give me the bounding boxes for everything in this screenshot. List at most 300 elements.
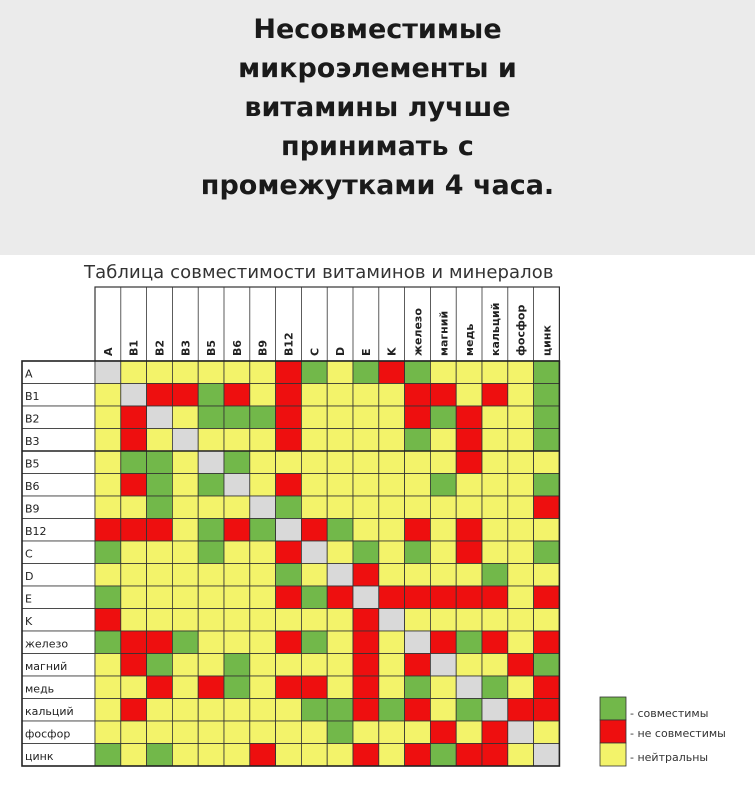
heatmap-cell [508,361,534,384]
heatmap-cell [534,519,560,542]
heatmap-cell [482,496,508,519]
heatmap-cell [147,496,173,519]
heatmap-cell [198,631,224,654]
heatmap-cell [250,654,276,677]
heatmap-cell [276,564,302,587]
heatmap-cell [353,699,379,722]
heatmap-cell [172,384,198,407]
heatmap-cell [95,541,121,564]
heatmap-cell [379,564,405,587]
heatmap-cell [456,451,482,474]
heatmap-cell [121,451,147,474]
heatmap-cell [224,744,250,767]
heatmap-cell [353,361,379,384]
heatmap-cell [121,496,147,519]
heatmap-cell [95,609,121,632]
heatmap-cell [224,541,250,564]
heatmap-cell [456,361,482,384]
heatmap-cell [121,519,147,542]
heatmap-cell [276,676,302,699]
heatmap-cell [508,384,534,407]
heatmap-cell [198,361,224,384]
row-label: фосфор [25,727,71,741]
column-label: B1 [127,339,141,356]
heatmap-cell [327,744,353,767]
heatmap-cell [121,631,147,654]
heatmap-cell [405,631,431,654]
column-label: цинк [540,325,554,356]
header-line-4: принимать с [281,131,474,162]
heatmap-cell [456,631,482,654]
row-label-cell [22,541,95,564]
row-label: железо [25,637,69,651]
heatmap-cell [405,451,431,474]
heatmap-cell [172,676,198,699]
heatmap-cell [534,496,560,519]
heatmap-cell [353,631,379,654]
column-label: железо [411,308,425,356]
heatmap-cell [456,609,482,632]
heatmap-cell [198,406,224,429]
heatmap-cell [379,609,405,632]
heatmap-cell [172,519,198,542]
heatmap-cell [430,744,456,767]
heatmap-cell [327,609,353,632]
heatmap-cell [250,451,276,474]
heatmap-cell [482,586,508,609]
heatmap-cell [534,609,560,632]
heatmap-cell [224,474,250,497]
heatmap-cell [353,384,379,407]
heatmap-cell [405,406,431,429]
heatmap-cell [198,654,224,677]
heatmap-cell [405,699,431,722]
heatmap-cell [301,361,327,384]
heatmap-cell [95,496,121,519]
heatmap-cell [301,744,327,767]
heatmap-cell [430,631,456,654]
heatmap-cell [147,429,173,452]
heatmap-cell [534,451,560,474]
heatmap-cell [147,609,173,632]
heatmap-cell [405,361,431,384]
heatmap-cell [327,541,353,564]
heatmap-cell [172,564,198,587]
heatmap-cell [430,474,456,497]
heatmap-cell [379,361,405,384]
heatmap-cell [534,541,560,564]
heatmap-cell [172,744,198,767]
heatmap-cell [405,519,431,542]
heatmap-cell [508,429,534,452]
heatmap-cell [534,406,560,429]
heatmap-cell [301,541,327,564]
heatmap-cell [327,406,353,429]
heatmap-cell [250,474,276,497]
row-label: медь [25,682,55,696]
heatmap-cell [147,699,173,722]
heatmap-cell [534,429,560,452]
heatmap-cell [482,676,508,699]
heatmap-cell [508,631,534,654]
heatmap-cell [430,451,456,474]
heatmap-cell [430,586,456,609]
heatmap-cell [456,496,482,519]
heatmap-cell [276,406,302,429]
heatmap-cell [327,451,353,474]
column-label: A [101,347,115,356]
heatmap-cell [198,429,224,452]
chart-title: Таблица совместимости витаминов и минералов [84,262,554,283]
heatmap-cell [121,609,147,632]
heatmap-cell [250,519,276,542]
heatmap-cell [121,654,147,677]
column-label: медь [463,323,477,356]
column-label: B12 [282,332,296,356]
row-label: B9 [25,502,40,516]
heatmap-cell [534,721,560,744]
heatmap-cell [95,406,121,429]
heatmap-cell [534,361,560,384]
heatmap-cell [250,586,276,609]
heatmap-cell [327,631,353,654]
heatmap-cell [95,361,121,384]
heatmap-cell [147,474,173,497]
heatmap-cell [353,406,379,429]
heatmap-cell [224,654,250,677]
heatmap-cell [353,451,379,474]
heatmap-cell [224,519,250,542]
heatmap-cell [430,496,456,519]
heatmap-cell [198,564,224,587]
heatmap-cell [147,744,173,767]
row-label: C [25,547,33,561]
heatmap-cell [456,721,482,744]
heatmap-cell [301,451,327,474]
heatmap-cell [172,721,198,744]
heatmap-cell [172,631,198,654]
heatmap-cell [301,384,327,407]
heatmap-cell [508,564,534,587]
row-label: цинк [25,750,54,763]
heatmap-cell [121,564,147,587]
column-label: K [385,347,399,356]
heatmap-cell [534,699,560,722]
row-label: магний [25,660,68,673]
heatmap-cell [198,384,224,407]
heatmap-cell [224,564,250,587]
heatmap-cell [482,541,508,564]
heatmap-cell [224,699,250,722]
heatmap-cell [121,541,147,564]
heatmap-cell [301,609,327,632]
heatmap-cell [327,384,353,407]
heatmap-cell [327,564,353,587]
legend-swatch [600,720,626,743]
heatmap-cell [508,676,534,699]
heatmap-cell [95,654,121,677]
heatmap-cell [147,406,173,429]
column-label: B3 [179,339,193,356]
heatmap-cell [224,406,250,429]
heatmap-cell [250,699,276,722]
heatmap-cell [276,384,302,407]
legend-label-incompatible: - не совместимы [630,727,726,740]
heatmap-cell [172,406,198,429]
heatmap-cell [276,541,302,564]
heatmap-cell [95,586,121,609]
heatmap-cell [147,361,173,384]
heatmap-cell [379,384,405,407]
heatmap-cell [301,676,327,699]
heatmap-cell [147,721,173,744]
heatmap-cell [172,586,198,609]
heatmap-cell [379,699,405,722]
heatmap-cell [198,676,224,699]
heatmap-cell [172,496,198,519]
heatmap-cell [405,654,431,677]
heatmap-cell [121,384,147,407]
heatmap-cell [482,451,508,474]
heatmap-cell [379,744,405,767]
heatmap-cell [301,699,327,722]
heatmap-cell [250,564,276,587]
heatmap-cell [379,676,405,699]
heatmap-cell [276,361,302,384]
heatmap-cell [198,586,224,609]
heatmap-cell [508,654,534,677]
heatmap-cell [353,744,379,767]
heatmap-cell [301,406,327,429]
heatmap-cell [301,429,327,452]
heatmap-cell [198,451,224,474]
heatmap-cell [482,631,508,654]
heatmap-cell [121,676,147,699]
heatmap-cell [534,384,560,407]
heatmap-cell [353,654,379,677]
heatmap-cell [456,676,482,699]
heatmap-cell [276,451,302,474]
heatmap-cell [121,721,147,744]
heatmap-cell [508,609,534,632]
heatmap-cell [276,744,302,767]
heatmap-cell [250,384,276,407]
heatmap-cell [405,496,431,519]
heatmap-cell [276,699,302,722]
legend-swatch [600,743,626,766]
heatmap-cell [172,541,198,564]
heatmap-cell [224,451,250,474]
heatmap-cell [95,676,121,699]
heatmap-cell [327,519,353,542]
heatmap-cell [327,721,353,744]
heatmap-cell [198,609,224,632]
row-label: B1 [25,390,40,403]
heatmap-cell [379,654,405,677]
heatmap-cell [95,631,121,654]
heatmap-cell [456,586,482,609]
heatmap-cell [172,451,198,474]
heatmap-cell [301,496,327,519]
heatmap-cell [508,406,534,429]
heatmap-cell [379,586,405,609]
heatmap-cell [276,609,302,632]
column-label: C [308,347,322,356]
heatmap-cell [353,541,379,564]
heatmap-cell [430,676,456,699]
heatmap-cell [224,586,250,609]
column-label: B9 [256,339,270,356]
heatmap-cell [147,586,173,609]
heatmap-cell [172,429,198,452]
heatmap-cell [405,384,431,407]
row-label: B5 [25,457,40,471]
row-label: кальций [25,705,74,718]
heatmap-cell [379,721,405,744]
heatmap-cell [147,654,173,677]
row-label: B6 [25,480,40,493]
heatmap-cell [482,699,508,722]
heatmap-cell [147,676,173,699]
heatmap-cell [405,744,431,767]
heatmap-cell [276,496,302,519]
heatmap-cell [456,541,482,564]
heatmap-cell [482,474,508,497]
heatmap-cell [534,654,560,677]
heatmap-cell [198,496,224,519]
heatmap-cell [327,586,353,609]
row-label: A [25,367,33,381]
heatmap-cell [379,451,405,474]
row-label: D [25,570,34,583]
heatmap-cell [172,699,198,722]
heatmap-cell [250,676,276,699]
heatmap-cell [172,474,198,497]
heatmap-cell [456,429,482,452]
heatmap-cell [508,496,534,519]
row-label-cell [22,361,95,384]
heatmap-cell [250,361,276,384]
heatmap-cell [430,721,456,744]
heatmap-cell [198,519,224,542]
heatmap-cell [198,744,224,767]
heatmap-cell [172,654,198,677]
row-label: B3 [25,435,40,448]
heatmap-cell [250,609,276,632]
heatmap-cell [301,474,327,497]
row-label: B12 [25,525,47,538]
heatmap-cell [456,699,482,722]
heatmap-cell [430,519,456,542]
heatmap-cell [147,631,173,654]
heatmap-cell [379,541,405,564]
heatmap-cell [508,744,534,767]
header-line-2: микроэлементы и [238,53,517,84]
heatmap-cell [379,474,405,497]
heatmap-cell [508,586,534,609]
column-label: D [334,346,348,356]
header-line-3: витамины лучше [244,92,511,123]
column-label: B6 [230,339,244,356]
row-label-cell [22,609,95,632]
heatmap-cell [379,519,405,542]
heatmap-cell [430,406,456,429]
heatmap-cell [430,429,456,452]
heatmap-cell [482,744,508,767]
heatmap-cell [198,474,224,497]
heatmap-cell [327,429,353,452]
heatmap-cell [147,564,173,587]
heatmap-cell [430,654,456,677]
heatmap-cell [95,721,121,744]
heatmap-cell [276,586,302,609]
heatmap-cell [95,474,121,497]
heatmap-cell [508,541,534,564]
heatmap-cell [121,474,147,497]
heatmap-cell [224,361,250,384]
heatmap-cell [534,676,560,699]
heatmap-cell [224,429,250,452]
heatmap-cell [405,429,431,452]
heatmap-cell [198,541,224,564]
heatmap-cell [121,586,147,609]
heatmap-cell [353,586,379,609]
heatmap-cell [301,586,327,609]
heatmap-cell [147,451,173,474]
heatmap-cell [172,609,198,632]
heatmap-cell [482,429,508,452]
heatmap-cell [327,474,353,497]
heatmap-cell [250,496,276,519]
heatmap-cell [508,474,534,497]
heatmap-cell [353,474,379,497]
heatmap-cell [327,361,353,384]
heatmap-cell [250,631,276,654]
heatmap-cell [276,721,302,744]
heatmap-cell [95,429,121,452]
heatmap-cell [430,564,456,587]
heatmap-cell [482,384,508,407]
heatmap-cell [250,721,276,744]
row-label: K [25,615,33,628]
heatmap-cell [430,699,456,722]
heatmap-cell [121,429,147,452]
heatmap-cell [224,676,250,699]
heatmap-cell [534,744,560,767]
heatmap-cell [353,519,379,542]
heatmap-cell [353,429,379,452]
heatmap-cell [534,564,560,587]
heatmap-cell [147,541,173,564]
heatmap-cell [456,474,482,497]
row-label: B2 [25,412,40,426]
heatmap-cell [534,586,560,609]
heatmap-cell [430,541,456,564]
heatmap-cell [121,361,147,384]
heatmap-cell [301,654,327,677]
heatmap-cell [301,631,327,654]
heatmap-cell [508,721,534,744]
heatmap-cell [405,586,431,609]
heatmap-cell [327,654,353,677]
heatmap-cell [456,744,482,767]
heatmap-cell [276,429,302,452]
column-label: E [359,348,373,356]
heatmap-cell [456,564,482,587]
heatmap-cell [353,496,379,519]
heatmap-cell [224,609,250,632]
heatmap-cell [482,406,508,429]
